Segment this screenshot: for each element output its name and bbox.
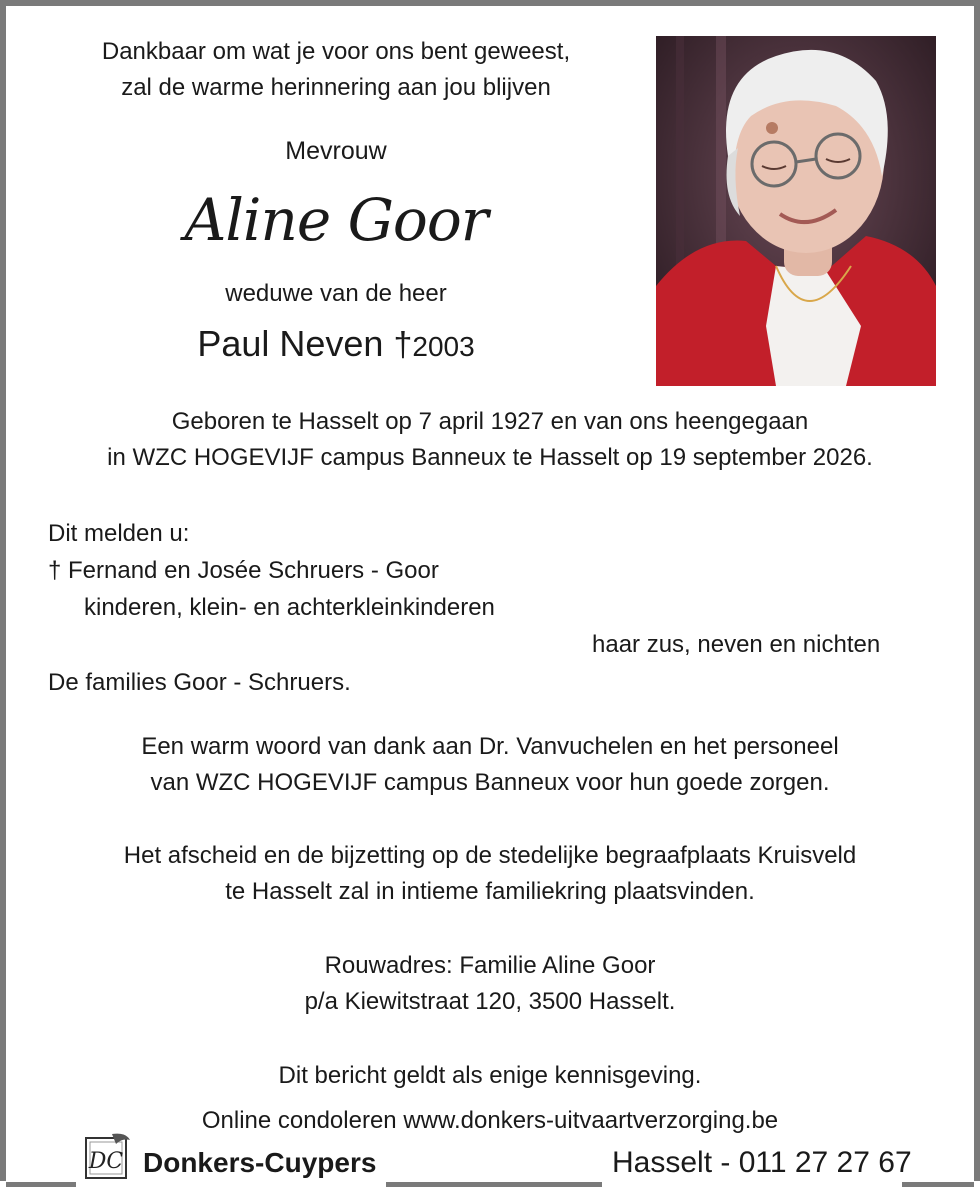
announce-line-4: De families Goor - Schruers. — [48, 669, 351, 696]
poem-line-1: Dankbaar om wat je voor ons bent geweest, — [101, 38, 571, 65]
cross-icon: † — [393, 326, 413, 364]
logo-letters: DC — [88, 1149, 124, 1174]
announce-intro: Dit melden u: — [48, 520, 190, 547]
born-line-2: in WZC HOGEVIJF campus Banneux te Hasselt op 19 september 2026. — [107, 444, 873, 471]
spouse-name: Paul Neven — [197, 323, 384, 364]
deceased-name: Aline Goor — [184, 186, 488, 254]
logo-graphic — [82, 1130, 132, 1182]
funeral-text — [6, 838, 974, 910]
online-condolence-link[interactable]: Online condoleren www.donkers-uitvaartverzorging.be — [201, 1107, 779, 1134]
birth-death-info — [6, 404, 974, 476]
spouse-line — [46, 320, 626, 371]
portrait-photo — [656, 36, 936, 386]
portrait-illustration — [656, 36, 936, 386]
funeral-home-phone[interactable]: Hasselt - 011 27 27 67 — [612, 1146, 912, 1179]
address-line-1: Rouwadres: Familie Aline Goor — [324, 952, 656, 979]
thanks-line-2: van WZC HOGEVIJF campus Banneux voor hun goede zorgen. — [150, 769, 830, 796]
announce-line-2: kinderen, klein- en achterkleinkinderen — [84, 594, 495, 621]
address-line-2: p/a Kiewitstraat 120, 3500 Hasselt. — [304, 988, 676, 1015]
funeral-home-logo-icon — [82, 1130, 132, 1182]
notice-text: Dit bericht geldt als enige kennisgeving. — [278, 1062, 702, 1089]
announce-line-1: † Fernand en Josée Schruers - Goor — [48, 557, 439, 584]
thanks-line-1: Een warm woord van dank aan Dr. Vanvuchelen en het personeel — [141, 733, 839, 760]
funeral-line-2: te Hasselt zal in intieme familiekring plaatsvinden. — [225, 878, 755, 905]
spouse-death-year: 2003 — [412, 331, 475, 362]
poem-line-2: zal de warme herinnering aan jou blijven — [121, 74, 551, 101]
announce-line-3: haar zus, neven en nichten — [592, 631, 881, 658]
funeral-home-name: Donkers-Cuypers — [143, 1147, 377, 1178]
deceased-title: Mevrouw — [285, 137, 387, 165]
mourning-address — [6, 948, 974, 1020]
born-line-1: Geboren te Hasselt op 7 april 1927 en van ons heengegaan — [171, 408, 809, 435]
thanks-text — [6, 729, 974, 801]
spouse-intro: weduwe van de heer — [225, 280, 447, 307]
funeral-line-1: Het afscheid en de bijzetting op de stedelijke begraafplaats Kruisveld — [123, 842, 857, 869]
poem — [46, 34, 626, 106]
